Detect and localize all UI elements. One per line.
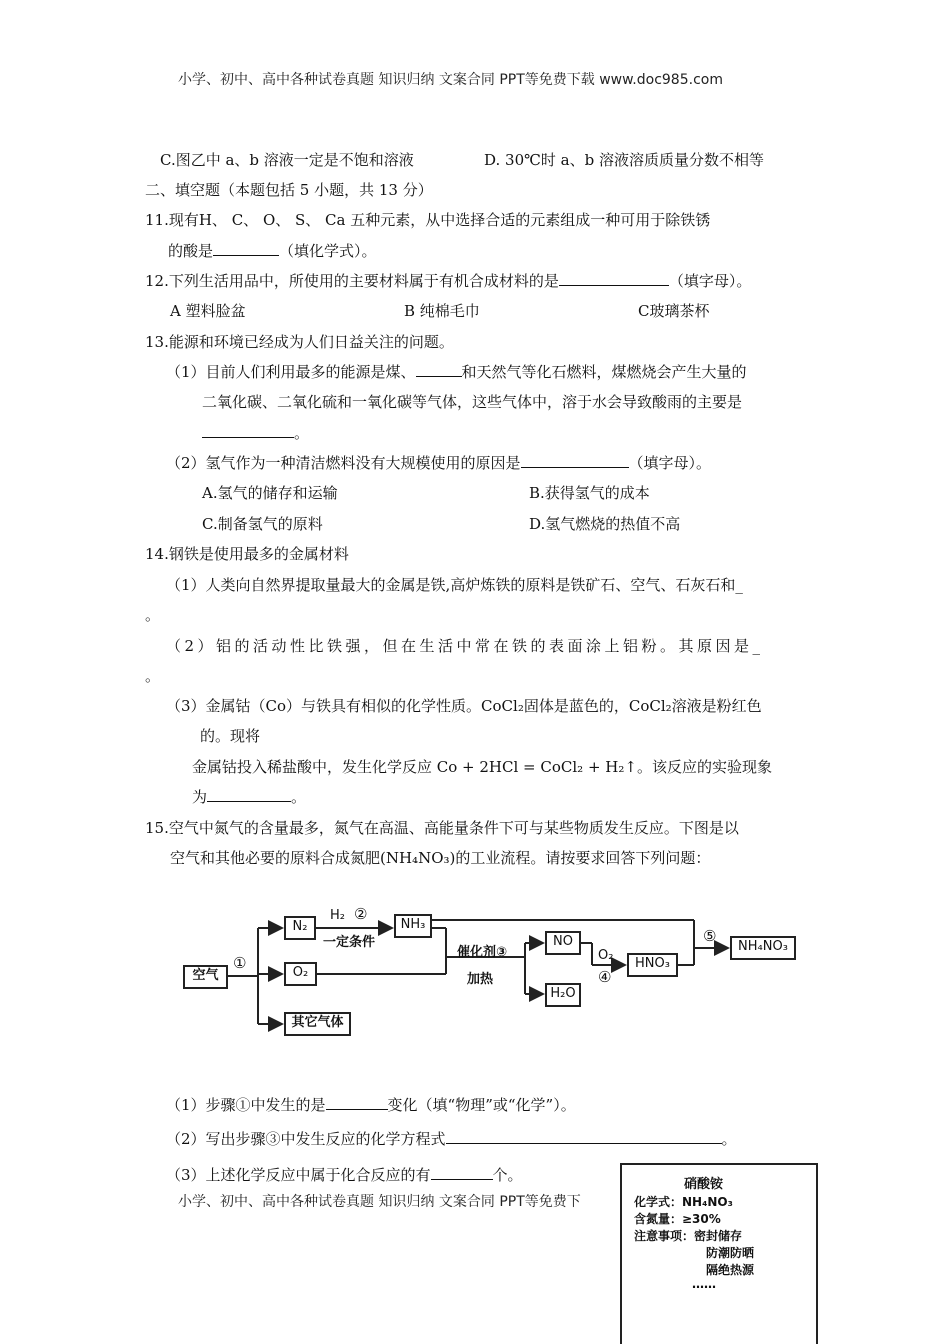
node-nh3: NH₃ [394, 914, 432, 938]
q15-sub2 [166, 1129, 737, 1149]
q13-part2 [166, 453, 711, 473]
node-h2o: H₂O [545, 983, 581, 1007]
q13-p1-blank[interactable] [416, 362, 462, 377]
q10-option-c: C.图乙中 a、b 溶液一定是不饱和溶液 [160, 151, 414, 169]
q10-option-d: D. 30℃时 a、b 溶液溶质质量分数不相等 [484, 151, 764, 169]
q13-p1-end: 。 [294, 424, 310, 442]
step4-label: ④ [598, 968, 612, 986]
label-note-3: 隔绝热源 [706, 1263, 755, 1277]
q13-part1-line2: 二氧化碳、二氧化硫和一氧化碳等气体，这些气体中，溶于水会导致酸雨的主要是 [202, 393, 743, 411]
q13-p1-text-b: 和天然气等化石燃料，煤燃烧会产生大量的 [461, 363, 747, 381]
q15-s1-text-b: 变化（填“物理”或“化学”）。 [387, 1096, 576, 1114]
page-header: 小学、初中、高中各种试卷真题 知识归纳 文案合同 PPT等免费下载 www.doc985.com [178, 72, 723, 88]
node-nh4no3: NH₄NO₃ [730, 936, 796, 960]
node-other-gases: 其它气体 [284, 1012, 351, 1036]
q15-s3-text-b: 个。 [492, 1166, 523, 1184]
q12-stem [145, 271, 751, 291]
q13-option-a: A.氢气的储存和运输 [202, 484, 338, 502]
q14-stem: 14.钢铁是使用最多的金属材料 [145, 545, 349, 563]
node-no: NO [545, 931, 581, 955]
step2-label: ② [354, 905, 368, 923]
node-air: 空气 [183, 965, 228, 989]
q14-part3-line1: （3）金属钴（Co）与铁具有相似的化学性质。CoCl₂固体是蓝色的，CoCl₂溶液是粉红色 [166, 697, 762, 715]
q13-p2-text-b: （填字母）。 [628, 454, 712, 472]
label-ellipsis: …… [692, 1277, 716, 1291]
q14-part3-line2: 的。现将 [200, 727, 261, 745]
q15-s1-blank[interactable] [326, 1095, 388, 1110]
q13-option-c: C.制备氢气的原料 [202, 515, 323, 533]
q11-line1: 11.现有H、 C、 O、 S、 Ca 五种元素，从中选择合适的元素组成一种可用于除铁锈 [145, 211, 711, 229]
q14-part2-end: 。 [145, 667, 161, 685]
q14-part3-line3: 金属钴投入稀盐酸中，发生化学反应 Co + 2HCl = CoCl₂ + H₂↑。该反应的实验现象 [192, 758, 772, 776]
q15-line1: 15.空气中氮气的含量最多，氮气在高温、高能量条件下可与某些物质发生反应。下图是以 [145, 819, 739, 837]
node-n2: N₂ [284, 916, 316, 940]
q14-p3-text-b: 。 [291, 788, 307, 806]
page-footer: 小学、初中、高中各种试卷真题 知识归纳 文案合同 PPT等免费下 [178, 1194, 581, 1210]
q15-s2-blank[interactable] [446, 1129, 722, 1144]
q13-stem: 13.能源和环境已经成为人们日益关注的问题。 [145, 333, 454, 351]
q13-p2-blank[interactable] [521, 453, 629, 468]
q13-p1-blank-2[interactable] [202, 423, 294, 438]
q12-option-b: B 纯棉毛巾 [404, 302, 480, 320]
label-formula: 化学式：NH₄NO₃ [634, 1195, 733, 1209]
label-notes: 注意事项：密封储存 [634, 1229, 743, 1243]
q11-answer-blank[interactable] [213, 241, 279, 256]
q14-p3-blank[interactable] [207, 787, 291, 802]
fertilizer-label-card [620, 1163, 818, 1344]
q15-sub1 [166, 1095, 576, 1115]
heat-label: 加热 [467, 972, 494, 987]
label-nitrogen: 含氮量：≥30% [634, 1212, 721, 1226]
section-heading: 二、填空题（本题包括 5 小题，共 13 分） [145, 181, 433, 199]
q15-sub3 [166, 1165, 523, 1185]
q13-part1-line3 [202, 423, 309, 443]
o2-reagent-label: O₂ [598, 948, 614, 963]
node-hno3: HNO₃ [627, 953, 678, 977]
q11-text-a: 的酸是 [168, 242, 214, 260]
label-note-2: 防潮防晒 [706, 1246, 755, 1260]
q11-line2 [168, 241, 377, 261]
h2-label: H₂ [330, 908, 345, 923]
q12-text-a: 12.下列生活用品中，所使用的主要材料属于有机合成材料的是 [145, 272, 559, 290]
q14-part3-line4 [192, 787, 306, 807]
catalyst-label: 催化剂③ [457, 945, 508, 960]
q13-p2-text-a: （2）氢气作为一种清洁燃料没有大规模使用的原因是 [166, 454, 521, 472]
q14-part1: （1）人类向自然界提取量最大的金属是铁,高炉炼铁的原料是铁矿石、空气、石灰石和_ [166, 576, 743, 594]
q12-answer-blank[interactable] [559, 271, 669, 286]
q11-text-b: （填化学式）。 [279, 242, 377, 260]
q13-option-d: D.氢气燃烧的热值不高 [529, 515, 681, 533]
q13-part1-line1 [166, 362, 747, 382]
q15-s3-blank[interactable] [431, 1165, 493, 1180]
q15-s2-text-a: （2）写出步骤③中发生反应的化学方程式 [166, 1130, 446, 1148]
q14-part1-end: 。 [145, 606, 161, 624]
step1-label: ① [233, 954, 247, 972]
condition-label: 一定条件 [323, 935, 376, 950]
q14-p3-text-a: 为 [192, 788, 208, 806]
q12-option-a: A 塑料脸盆 [170, 302, 246, 320]
q15-line2: 空气和其他必要的原料合成氮肥(NH₄NO₃)的工业流程。请按要求回答下列问题： [170, 849, 711, 867]
q12-text-b: （填字母）。 [668, 272, 752, 290]
q15-s1-text-a: （1）步骤①中发生的是 [166, 1096, 326, 1114]
q15-s3-text-a: （3）上述化学反应中属于化合反应的有 [166, 1166, 431, 1184]
q12-option-c: C玻璃茶杯 [638, 302, 710, 320]
q13-p1-text-a: （1）目前人们利用最多的能源是煤、 [166, 363, 416, 381]
node-o2: O₂ [284, 962, 317, 986]
label-title: 硝酸铵 [684, 1177, 724, 1192]
q13-option-b: B.获得氢气的成本 [529, 484, 650, 502]
q14-part2: （2）铝的活动性比铁强，但在生活中常在铁的表面涂上铝粉。其原因是_ [166, 637, 764, 655]
q15-s2-text-b: 。 [721, 1130, 737, 1148]
process-flow-diagram [0, 890, 950, 1050]
step5-label: ⑤ [703, 927, 717, 945]
